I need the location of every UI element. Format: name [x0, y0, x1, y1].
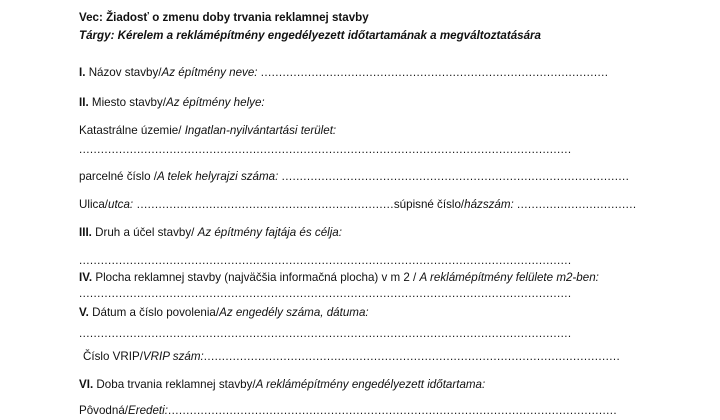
- field-advertising-area: [79, 271, 599, 285]
- fill-line[interactable]: ...................................................................................................................: [203, 350, 621, 363]
- field-label-sk: Miesto stavby/: [91, 96, 167, 109]
- field-label-sk: Názov stavby/: [88, 66, 162, 79]
- field-label-sk: Plocha reklamnej stavby (najväčšia informačná plocha) v m 2 /: [95, 271, 417, 284]
- fill-line[interactable]: ........................................................................................................................................: [79, 143, 572, 156]
- field-label-sk: Doba trvania reklamnej stavby/: [96, 378, 256, 391]
- section-number: II.: [79, 96, 89, 109]
- field-building-type: [79, 226, 342, 240]
- fill-line[interactable]: .......................................................................: [133, 198, 394, 211]
- field-label-sk: Katastrálne územie/: [79, 124, 182, 137]
- field-label-hu: A telek helyrajzi száma:: [156, 170, 279, 183]
- field-label-hu: Az engedély száma, dátuma:: [219, 306, 369, 319]
- field-label-sk: Číslo VRIP/: [83, 350, 143, 363]
- field-label-hu: VRIP szám:: [142, 350, 204, 363]
- fill-line[interactable]: ................................................................................................: [260, 66, 609, 79]
- section-number: III.: [79, 226, 92, 239]
- fill-line[interactable]: ................................................................................................: [281, 170, 630, 183]
- field-label-hu: A reklámépítmény felülete m2-ben:: [419, 271, 599, 284]
- field-label-sk: Druh a účel stavby/: [95, 226, 195, 239]
- document-title-hu: [79, 29, 541, 43]
- fill-line[interactable]: ........................................................................................................................................: [79, 254, 572, 267]
- field-parcel-number: [79, 170, 629, 184]
- field-label-hu: Az építmény fajtája és célja:: [197, 226, 342, 239]
- field-original-duration: [79, 404, 617, 418]
- field-label-hu: Az építmény helye:: [166, 96, 265, 109]
- field-vrip-number: [83, 350, 620, 364]
- field-label-hu: Eredeti:: [128, 404, 168, 417]
- title-sk: Vec: Žiadosť o zmenu doby trvania reklamnej stavby: [79, 11, 369, 24]
- field-street: [79, 198, 636, 212]
- field-label-sk: Dátum a číslo povolenia/: [92, 306, 220, 319]
- document-title-sk: [79, 11, 369, 25]
- fill-line[interactable]: ........................................................................................................................................: [79, 327, 572, 340]
- field-label-sk: Ulica/: [79, 198, 108, 211]
- section-number: I.: [79, 66, 86, 79]
- field-label-hu: Az építmény neve:: [161, 66, 258, 79]
- section-number: V.: [79, 306, 89, 319]
- field-label-hu: A reklámépítmény engedélyezett időtartama:: [255, 378, 486, 391]
- field-label-hu: házszám:: [464, 198, 514, 211]
- title-hu: Tárgy: Kérelem a reklámépítmény engedélyezett időtartamának a megváltoztatására: [79, 29, 542, 42]
- field-label-hu: Ingatlan-nyilvántartási terület:: [184, 124, 337, 137]
- field-duration: [79, 378, 485, 392]
- field-permit-date-number: [79, 306, 369, 320]
- field-building-name: [79, 66, 608, 80]
- field-label-sk: súpisné číslo/: [393, 198, 465, 211]
- fill-line[interactable]: ............................................................................................................................: [167, 404, 617, 417]
- field-label-sk: Pôvodná/: [79, 404, 128, 417]
- field-label-sk: parcelné číslo /: [79, 170, 157, 183]
- field-label-hu: utca:: [108, 198, 134, 211]
- field-cadastral-area: [79, 124, 336, 138]
- fill-line[interactable]: ........................................................................................................................................: [79, 287, 572, 300]
- section-number: IV.: [79, 271, 93, 284]
- fill-line[interactable]: .................................: [516, 198, 637, 211]
- section-number: VI.: [79, 378, 94, 391]
- field-building-location: [79, 96, 265, 110]
